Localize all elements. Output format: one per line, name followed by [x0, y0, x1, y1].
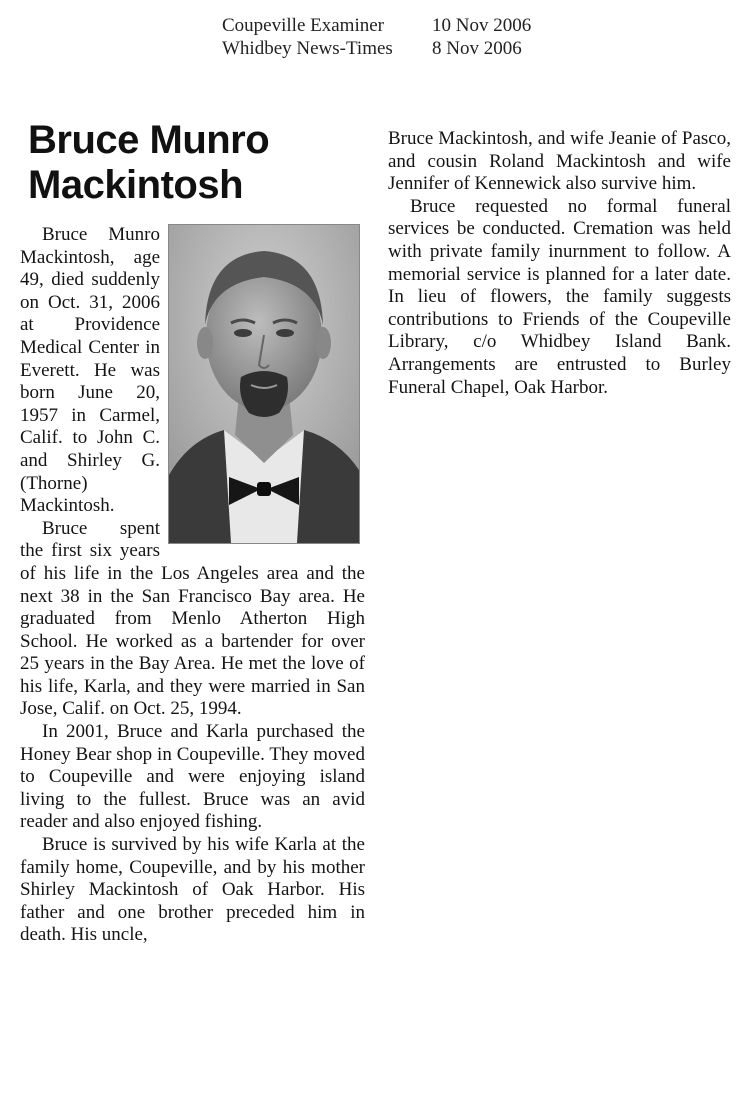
- publication-name: Coupeville Examiner: [222, 15, 384, 36]
- source-line: [222, 14, 552, 37]
- headline-line: Bruce Munro: [28, 118, 270, 162]
- source-line: [222, 37, 552, 60]
- article-paragraph: Bruce requested no formal funeral services be conducted. Cremation was held with private family inurnment to follow. A memorial service is planned for a later date. In lieu of flowers, the family suggests contributions to Friends of the Coupeville Library, c/o Whidbey Island Bank. Arrangements are entrusted to Burley Funeral Chapel, Oak Harbor.: [388, 195, 731, 398]
- article-paragraph: Bruce Munro Mackintosh, age 49, died suddenly on Oct. 31, 2006 at Providence Medical Center in Everett. He was born June 20, 1957 in Carmel, Calif. to John C. and Shirley G. (Thorne) Mackintosh.: [20, 224, 160, 517]
- obituary-headline: [28, 118, 365, 208]
- article-paragraph: Bruce Mackintosh, and wife Jeanie of Pasco, and cousin Roland Mackintosh and wife Jennifer of Kennewick also survive him.: [388, 128, 731, 195]
- article-paragraph: In 2001, Bruce and Karla purchased the Honey Bear shop in Coupeville. They moved to Coupeville and were enjoying island living to the fullest. Bruce was an avid reader and also enjoyed fishing.: [20, 721, 365, 833]
- article-paragraph: Bruce is survived by his wife Karla at the family home, Coupeville, and by his mother Shirley Mackintosh of Oak Harbor. His father and one brother preceded him in death. His uncle,: [20, 834, 365, 946]
- headline-line: Mackintosh: [28, 163, 244, 207]
- article-right-column: [388, 128, 731, 399]
- portrait-illustration: [169, 225, 359, 543]
- publication-name: Whidbey News-Times: [222, 38, 393, 59]
- publication-date: 8 Nov 2006: [432, 38, 522, 59]
- article-paragraph: Bruce spent the first six years of his life in the Los Angeles area and the next 38 in the San Francisco Bay area. He graduated from Menlo Atherton High School. He worked as a bartender for over 25 years in the Bay Area. He met the love of his life, Karla, and they were married in San Jose, Calif. on Oct. 25, 1994.: [20, 517, 365, 720]
- publication-date: 10 Nov 2006: [432, 15, 532, 36]
- source-header: [222, 14, 552, 60]
- portrait-photo: [168, 224, 360, 544]
- article-left-column: [20, 118, 365, 947]
